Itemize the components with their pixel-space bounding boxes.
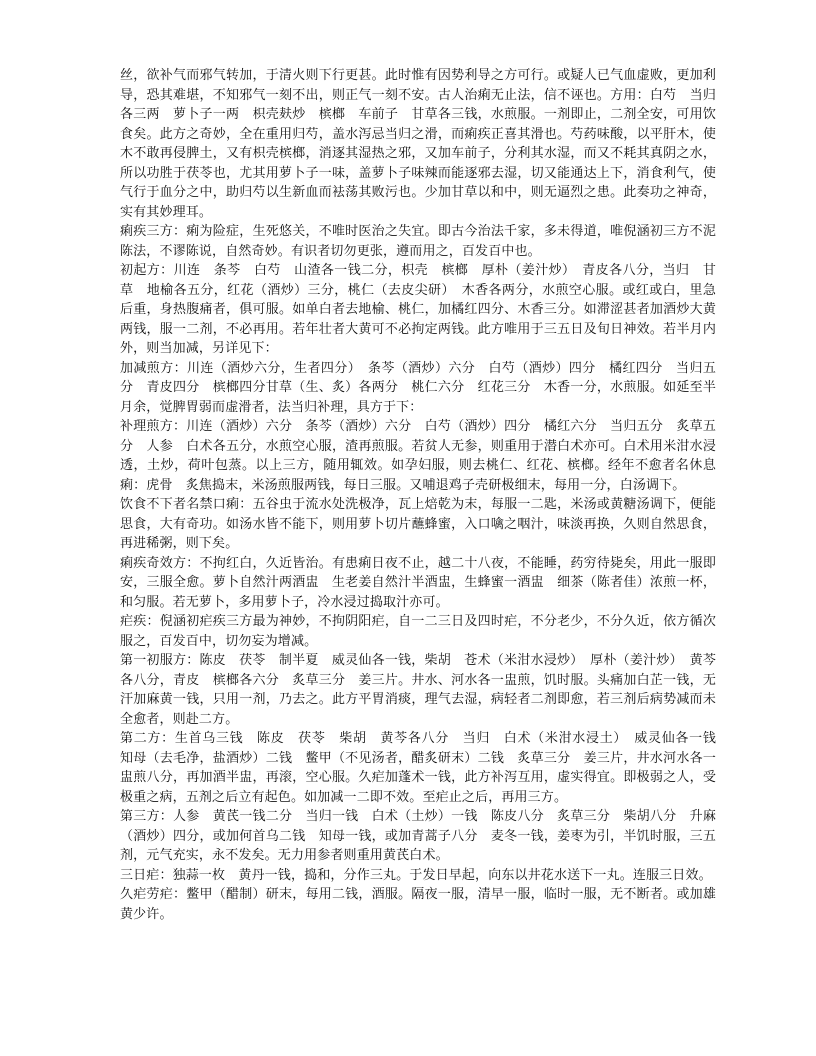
paragraph-malaria-first-formula: 第一初服方：陈皮 茯苓 制半夏 威灵仙各一钱，柴胡 苍术（米泔水浸炒） 厚朴（姜汁炒） 黄芩各八分，青皮 槟榔各六分 炙草三分 姜三片。井水、河水各一盅煎，饥时服。头痛加白芷一钱，无汗加麻黄一钱，只用一剂，乃去之。此方平胃消痰，理气去湿，病轻者二剂即愈，若三剂后病势减而未全愈者，则赴二方。 xyxy=(120,653,716,727)
paragraph-dysentery-method: 丝，欲补气而邪气转加，于清火则下行更甚。此时惟有因势利导之方可行。或疑人已气血虚败，更加利导，恐其难堪，不知邪气一刻不出，则正气一刻不安。古人治痢无止法，信不诬也。方用：白芍 当归各三两 萝卜子一两 枳壳麸炒 槟榔 车前子 甘草各三钱，水煎服。一剂即止，二剂全安，可用饮食矣。此方之奇妙，全在重用归芍，盖水泻忌当归之滑，而痢疾正喜其滑也。芍药味酸，以平肝木，使木不敢再侵脾土，又有枳壳槟榔，消逐其湿热之邪，又加车前子，分利其水湿，而又不耗其真阴之水，所以功胜于茯苓也，尤其用萝卜子一味，盖萝卜子味辣而能逐邪去湿，切又能通达上下，消食利气，使气行于血分之中，助归芍以生新血而袪荡其败污也。少加甘草以和中，则无逼烈之患。此奏功之神奇，实有其妙理耳。 xyxy=(120,68,716,220)
paragraph-initial-formula: 初起方：川连 条芩 白芍 山渣各一钱二分，枳壳 槟榔 厚朴（姜汁炒） 青皮各八分，当归 甘草 地榆各五分，红花（酒炒）三分，桃仁（去皮尖研） 木香各两分，水煎空心服。或红或白，里急后重，身热腹痛者，俱可服。如单白者去地榆、桃仁，加橘红四分、木香三分。如滞涩甚者加酒炒大黄两钱，服一二剂，不必再用。若年壮者大黄可不必拘定两钱。此方唯用于三五日及旬日神效。若半月内外，则当加减，另详见下： xyxy=(120,263,716,356)
paragraph-malaria-second-formula: 第二方：生首乌三钱 陈皮 茯苓 柴胡 黄芩各八分 当归 白术（米泔水浸土） 威灵仙各一钱 知母（去毛净，盐酒炒）二钱 鳖甲（不见汤者，醋炙研末）二钱 炙草三分 姜三片，井水河水各一盅煎八分，再加酒半盅，再滚，空心服。久疟加蓬术一钱，此方补泻互用，虚实得宜。即极弱之人，受极重之病，五剂之后立有起色。如加减一二即不效。至疟止之后，再用三方。 xyxy=(120,731,730,805)
paragraph-fasting-dysentery: 饮食不下者名禁口痢：五谷虫于流水处洗极净，瓦上焙乾为末，每服一二匙，米汤或黄糖汤调下，便能思食，大有奇功。如汤水皆不能下，则用萝卜切片蘸蜂蜜，入口噙之咽汁，味淡再换，久则自然思食，再进稀粥，则下矣。 xyxy=(120,497,716,551)
paragraph-modified-decoction: 加减煎方：川连（酒炒六分，生者四分） 条芩（酒炒）六分 白芍（酒炒）四分 橘红四分 当归五分 青皮四分 槟榔四分甘草（生、炙）各两分 桃仁六分 红花三分 木香一分，水煎服。如延至半月余，觉脾胃弱而虚滑者，法当归补理，具方于下： xyxy=(120,360,716,415)
paragraph-malaria-third-formula: 第三方：人参 黄芪一钱二分 当归一钱 白术（土炒）一钱 陈皮八分 炙草三分 柴胡八分 升麻（酒炒）四分，或加何首乌二钱 知母一钱，或加青蒿子八分 麦冬一钱，姜枣为引，半饥时服，三五剂，元气充实，永不发矣。无力用参者则重用黄芪白术。 xyxy=(120,809,716,863)
paragraph-dysentery-three-formulas: 痢疾三方：痢为险症，生死悠关，不唯时医治之失宜。即古今治法千家，多未得道，唯倪涵初三方不泥陈法，不谬陈说，自然奇妙。有识者切勿更张，遵而用之，百发百中也。 xyxy=(120,224,716,259)
paragraph-malaria: 疟疾：倪涵初疟疾三方最为神妙，不拘阴阳疟，自一二三日及四时疟，不分老少，不分久近，依方循次服之，百发百中，切勿妄为增减。 xyxy=(120,614,716,649)
paragraph-quartan-malaria: 三日疟：独蒜一枚 黄丹一钱，捣和，分作三丸。于发日早起，向东以井花水送下一丸。连服三日效。 xyxy=(120,867,712,883)
paragraph-chronic-malaria: 久疟劳疟：鳖甲（醋制）研末，每用二钱，酒服。隔夜一服，清早一服，临时一服，无不断者。或加雄黄少许。 xyxy=(120,887,716,922)
paragraph-dysentery-effective-formula: 痢疾奇效方：不拘红白，久近皆治。有患痢日夜不止，越二十八夜，不能睡，药穷待毙矣，用此一服即安，三服全愈。萝卜自然汁两酒盅 生老姜自然汁半酒盅，生蜂蜜一酒盅 细茶（陈者佳）浓煎一杯，和匀服。若无萝卜，多用萝卜子，冷水浸过捣取汁亦可。 xyxy=(120,555,716,610)
paragraph-tonifying-decoction: 补理煎方：川连（酒炒）六分 条芩（酒炒）六分 白芍（酒炒）四分 橘红六分 当归五分 炙草五分 人参 白术各五分，水煎空心服，渣再煎服。若贫人无参，则重用于潜白术亦可。白术用米泔水浸透，土炒，荷叶包蒸。以上三方，随用辄效。如孕妇服，则去桃仁、红花、槟榔。经年不愈者名休息痢：虎骨 炙焦捣末，米汤煎服两钱，每日三服。又哺退鸡子壳研极细末，每用一分，白汤调下。 xyxy=(120,419,716,493)
